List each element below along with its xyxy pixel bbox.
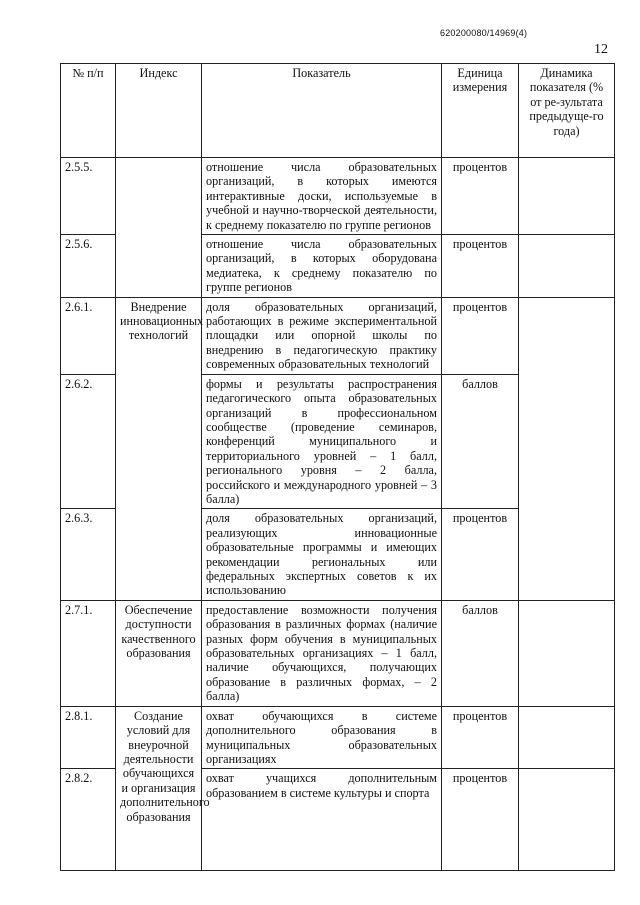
row-num: 2.8.1.	[61, 706, 116, 769]
row-num: 2.8.2.	[61, 769, 116, 871]
row-unit: процентов	[442, 769, 519, 871]
row-index	[116, 158, 202, 235]
header-indicator: Показатель	[202, 64, 442, 158]
row-index: Внедрение инновационных технологий	[116, 297, 202, 374]
row-dynamics	[519, 374, 615, 509]
row-dynamics	[519, 235, 615, 298]
table-header-row	[61, 64, 615, 158]
table-row	[61, 509, 615, 600]
row-index: Обеспечение доступности качественного образования	[116, 600, 202, 706]
header-num: № п/п	[61, 64, 116, 158]
row-unit: процентов	[442, 235, 519, 298]
page-number: 12	[594, 42, 608, 57]
row-indicator: охват обучающихся в системе дополнительного образования в муниципальных образовательных организациях	[202, 706, 442, 769]
table-row	[61, 297, 615, 374]
row-indicator: доля образовательных организаций, работающих в режиме экспериментальной площадки или опорной школы по внедрению в педагогическую практику современных образовательных технологий	[202, 297, 442, 374]
row-index	[116, 509, 202, 600]
indicators-table	[60, 63, 615, 871]
row-num: 2.6.1.	[61, 297, 116, 374]
row-num: 2.5.5.	[61, 158, 116, 235]
row-indicator: предоставление возможности получения образования в различных формах (наличие разных форм обучения в муниципальных образовательных организациях – 1 балл, наличие обучающихся, получающих образование в различных формах, – 2 балла)	[202, 600, 442, 706]
row-unit: процентов	[442, 297, 519, 374]
table-row	[61, 706, 615, 769]
row-index	[116, 374, 202, 509]
table-row	[61, 235, 615, 298]
document-code: 620200080/14969(4)	[440, 28, 528, 38]
row-unit: процентов	[442, 509, 519, 600]
row-indicator: охват учащихся дополнительным образованием в системе культуры и спорта	[202, 769, 442, 871]
row-unit: баллов	[442, 374, 519, 509]
row-dynamics	[519, 509, 615, 600]
row-index	[116, 235, 202, 298]
row-num: 2.5.6.	[61, 235, 116, 298]
row-indicator: доля образовательных организаций, реализующих инновационные образовательные программы и имеющих рекомендации региональных или федеральных экспертных советов к их использованию	[202, 509, 442, 600]
row-dynamics	[519, 706, 615, 769]
row-unit: баллов	[442, 600, 519, 706]
row-index: Создание условий для внеурочной деятельности обучающихся и организация дополнительного образования	[116, 706, 202, 871]
row-num: 2.7.1.	[61, 600, 116, 706]
row-dynamics	[519, 600, 615, 706]
header-unit: Единица измерения	[442, 64, 519, 158]
row-unit: процентов	[442, 158, 519, 235]
header-index: Индекс	[116, 64, 202, 158]
row-dynamics	[519, 297, 615, 374]
table-row	[61, 158, 615, 235]
row-indicator: отношение числа образовательных организаций, в которых оборудована медиатека, к среднему показателю по группе регионов	[202, 235, 442, 298]
table-row	[61, 600, 615, 706]
row-dynamics	[519, 158, 615, 235]
header-dynamics: Динамика показателя (% от ре-зультата предыдуще-го года)	[519, 64, 615, 158]
row-indicator: отношение числа образовательных организаций, в которых имеются интерактивные доски, используемые в учебной и научно-творческой деятельности, к среднему показателю по группе регионов	[202, 158, 442, 235]
table-row	[61, 374, 615, 509]
row-dynamics	[519, 769, 615, 871]
row-num: 2.6.2.	[61, 374, 116, 509]
row-indicator: формы и результаты распространения педагогического опыта образовательных организаций в профессиональном сообществе (проведение семинаров, конференций муниципального и территориального уровней – 1 балл, регионального уровня – 2 балла, российского и международного уровней – 3 балла)	[202, 374, 442, 509]
row-num: 2.6.3.	[61, 509, 116, 600]
row-unit: процентов	[442, 706, 519, 769]
